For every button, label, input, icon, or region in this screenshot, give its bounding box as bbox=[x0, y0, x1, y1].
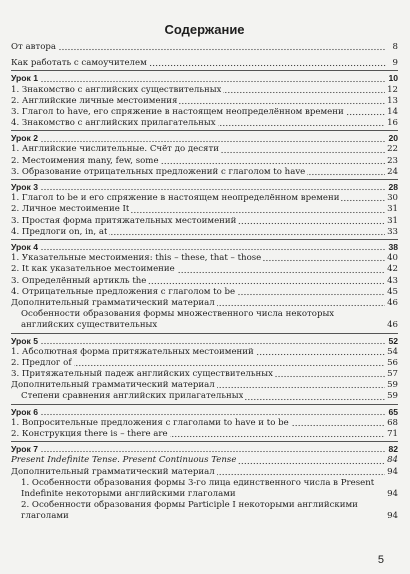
page-number: 5 bbox=[377, 554, 384, 566]
toc-entry bbox=[11, 347, 398, 358]
toc-entry-page: 94 bbox=[387, 511, 398, 522]
lesson-heading bbox=[11, 242, 398, 253]
divider bbox=[11, 179, 398, 180]
toc-entry bbox=[11, 455, 398, 466]
toc-entry bbox=[11, 369, 398, 380]
lesson-heading bbox=[11, 182, 398, 193]
lesson-page: 38 bbox=[388, 241, 398, 252]
toc-entry-text: Present Indefinite Tense. Present Continuous Tense bbox=[11, 455, 237, 466]
toc-entry-text: 4. Предлоги on, in, at bbox=[11, 226, 108, 237]
toc-entry-text: 3. Образование отрицательных предложений с глаголом to have bbox=[11, 166, 306, 177]
lesson-title: Урок 3 bbox=[11, 182, 38, 193]
toc-entry bbox=[11, 118, 398, 129]
toc-entry-page: 9 bbox=[392, 58, 398, 69]
toc-entry-page: 45 bbox=[387, 286, 398, 297]
toc-entry-page: 56 bbox=[387, 357, 398, 368]
toc-entry-text: 2. Личное местоимение It bbox=[11, 204, 130, 215]
toc-entry-page: 59 bbox=[387, 380, 398, 391]
toc-entry-text: Особенности образования формы множественного числа некоторых английских существительных bbox=[21, 309, 335, 331]
lesson-page: 52 bbox=[388, 335, 398, 346]
toc-entry-page: 68 bbox=[387, 417, 398, 428]
toc-entry bbox=[11, 167, 398, 178]
toc-entry-page: 33 bbox=[387, 226, 398, 237]
toc-entry bbox=[11, 42, 398, 53]
toc-entry-text: 3. Притяжательный падеж английских существительных bbox=[11, 369, 273, 380]
lesson-page: 20 bbox=[388, 133, 398, 144]
lesson-heading bbox=[11, 133, 398, 144]
dot-leader bbox=[149, 59, 386, 67]
toc-entry bbox=[11, 287, 398, 298]
toc-entry-page: 14 bbox=[387, 106, 398, 117]
toc-entry bbox=[11, 58, 398, 69]
lesson-heading bbox=[11, 407, 398, 418]
toc-entry-text: 2. It как указательное местоимение bbox=[11, 264, 175, 275]
lesson-title: Урок 6 bbox=[11, 406, 38, 417]
toc-entry bbox=[11, 467, 398, 478]
divider bbox=[11, 333, 398, 334]
lesson-title: Урок 4 bbox=[11, 241, 38, 252]
toc-entry-page: 24 bbox=[387, 166, 398, 177]
toc-entry bbox=[11, 358, 398, 369]
toc-entry-page: 22 bbox=[387, 144, 398, 155]
toc-entry-page: 8 bbox=[392, 41, 398, 52]
toc-entry-page: 71 bbox=[387, 429, 398, 440]
lesson-heading bbox=[11, 336, 398, 347]
toc-entry-page: 13 bbox=[387, 95, 398, 106]
toc-entry-page: 40 bbox=[387, 253, 398, 264]
toc-entry bbox=[11, 253, 398, 264]
page-title: Содержание bbox=[164, 22, 245, 37]
divider bbox=[11, 130, 398, 131]
toc-entry bbox=[11, 298, 398, 309]
toc-entry-text: 1. Абсолютная форма притяжательных местоимений bbox=[11, 346, 254, 357]
toc-entry-text: 4. Знакомство с английских прилагательных bbox=[11, 118, 216, 129]
toc-entry-page: 42 bbox=[387, 264, 398, 275]
toc-entry bbox=[11, 156, 398, 167]
toc-entry-page: 94 bbox=[387, 488, 398, 499]
lesson-page: 28 bbox=[388, 182, 398, 193]
toc-entry-text: 1. Английские числительные. Счёт до десяти bbox=[11, 144, 219, 155]
toc-entry-text: 1. Особенности образования формы 3-го лица единственного числа в Present Indefinite некоторыми английскими глаголами bbox=[21, 477, 375, 499]
toc-entry bbox=[11, 107, 398, 118]
toc-entry bbox=[11, 145, 398, 156]
toc-entry bbox=[11, 429, 398, 440]
divider bbox=[11, 70, 398, 71]
toc-entry-page: 23 bbox=[387, 155, 398, 166]
toc-entry bbox=[11, 96, 398, 107]
toc-entry bbox=[11, 264, 398, 275]
toc-entry-page: 12 bbox=[387, 84, 398, 95]
toc-entry-text: От автора bbox=[11, 41, 57, 52]
lesson-title: Урок 5 bbox=[11, 335, 38, 346]
toc-entry-text: 1. Знакомство с английских существительных bbox=[11, 84, 222, 95]
toc-entry bbox=[11, 418, 398, 429]
divider bbox=[11, 441, 398, 442]
divider bbox=[11, 404, 398, 405]
toc-entry-page: 46 bbox=[387, 320, 398, 331]
toc-entry-page: 94 bbox=[387, 466, 398, 477]
toc-entry-text: 2. Конструкция there is – there are bbox=[11, 429, 168, 440]
toc-entry-text: 3. Определённый артикль the bbox=[11, 275, 147, 286]
toc-entry-page: 57 bbox=[387, 369, 398, 380]
lesson-title: Урок 2 bbox=[11, 133, 38, 144]
toc-entry-text: Дополнительный грамматический материал bbox=[11, 466, 215, 477]
toc-entry bbox=[11, 309, 398, 331]
toc-entry-text: 2. Местоимения many, few, some bbox=[11, 155, 159, 166]
lesson-page: 82 bbox=[388, 444, 398, 455]
toc-entry-page: 16 bbox=[387, 118, 398, 129]
toc-entry-text: 3. Простая форма притяжательных местоимений bbox=[11, 215, 237, 226]
toc-entry bbox=[11, 227, 398, 238]
toc-entry-page: 54 bbox=[387, 346, 398, 357]
toc-entry-text: 1. Глагол to be и его спряжение в настоящем неопределённом времени bbox=[11, 193, 340, 204]
lesson-page: 10 bbox=[388, 73, 398, 84]
divider bbox=[11, 239, 398, 240]
toc-entry-page: 84 bbox=[387, 455, 398, 466]
toc-entry bbox=[11, 85, 398, 96]
toc-entry-text: 2. Предлог of bbox=[11, 357, 72, 368]
lesson-page: 65 bbox=[388, 406, 398, 417]
toc-entry bbox=[11, 216, 398, 227]
toc-entry-page: 46 bbox=[387, 297, 398, 308]
dot-leader bbox=[58, 43, 386, 51]
table-of-contents bbox=[11, 42, 398, 523]
toc-entry-text: Дополнительный грамматический материал bbox=[11, 297, 215, 308]
toc-entry bbox=[11, 380, 398, 391]
toc-entry-text: Как работать с самоучителем bbox=[11, 58, 147, 69]
toc-entry bbox=[11, 391, 398, 402]
toc-entry-page: 31 bbox=[387, 215, 398, 226]
toc-entry bbox=[11, 204, 398, 215]
lesson-title: Урок 1 bbox=[11, 73, 38, 84]
toc-entry-text: 4. Отрицательные предложения с глаголом to be bbox=[11, 286, 236, 297]
lesson-heading bbox=[11, 73, 398, 84]
toc-entry-page: 30 bbox=[387, 193, 398, 204]
lesson-title: Урок 7 bbox=[11, 444, 38, 455]
toc-entry bbox=[11, 500, 398, 522]
toc-entry-page: 59 bbox=[387, 391, 398, 402]
toc-entry-text: 3. Глагол to have, его спряжение в настоящем неопределённом времени bbox=[11, 106, 344, 117]
toc-entry-text: 1. Вопросительные предложения с глаголами to have и to be bbox=[11, 417, 289, 428]
toc-entry-text: 1. Указательные местоимения: this – these, that – those bbox=[11, 253, 262, 264]
toc-entry-page: 43 bbox=[387, 275, 398, 286]
lesson-heading bbox=[11, 444, 398, 455]
toc-entry-text: 2. Особенности образования формы Participle I некоторыми английскими глаголами bbox=[21, 500, 358, 522]
book-page bbox=[11, 0, 398, 574]
toc-entry-page: 31 bbox=[387, 204, 398, 215]
toc-entry bbox=[11, 478, 398, 500]
toc-entry-text: 2. Английские личные местоимения bbox=[11, 95, 178, 106]
toc-entry-text: Степени сравнения английских прилагательных bbox=[21, 391, 244, 402]
toc-entry-text: Дополнительный грамматический материал bbox=[11, 380, 215, 391]
toc-entry bbox=[11, 276, 398, 287]
toc-entry bbox=[11, 193, 398, 204]
